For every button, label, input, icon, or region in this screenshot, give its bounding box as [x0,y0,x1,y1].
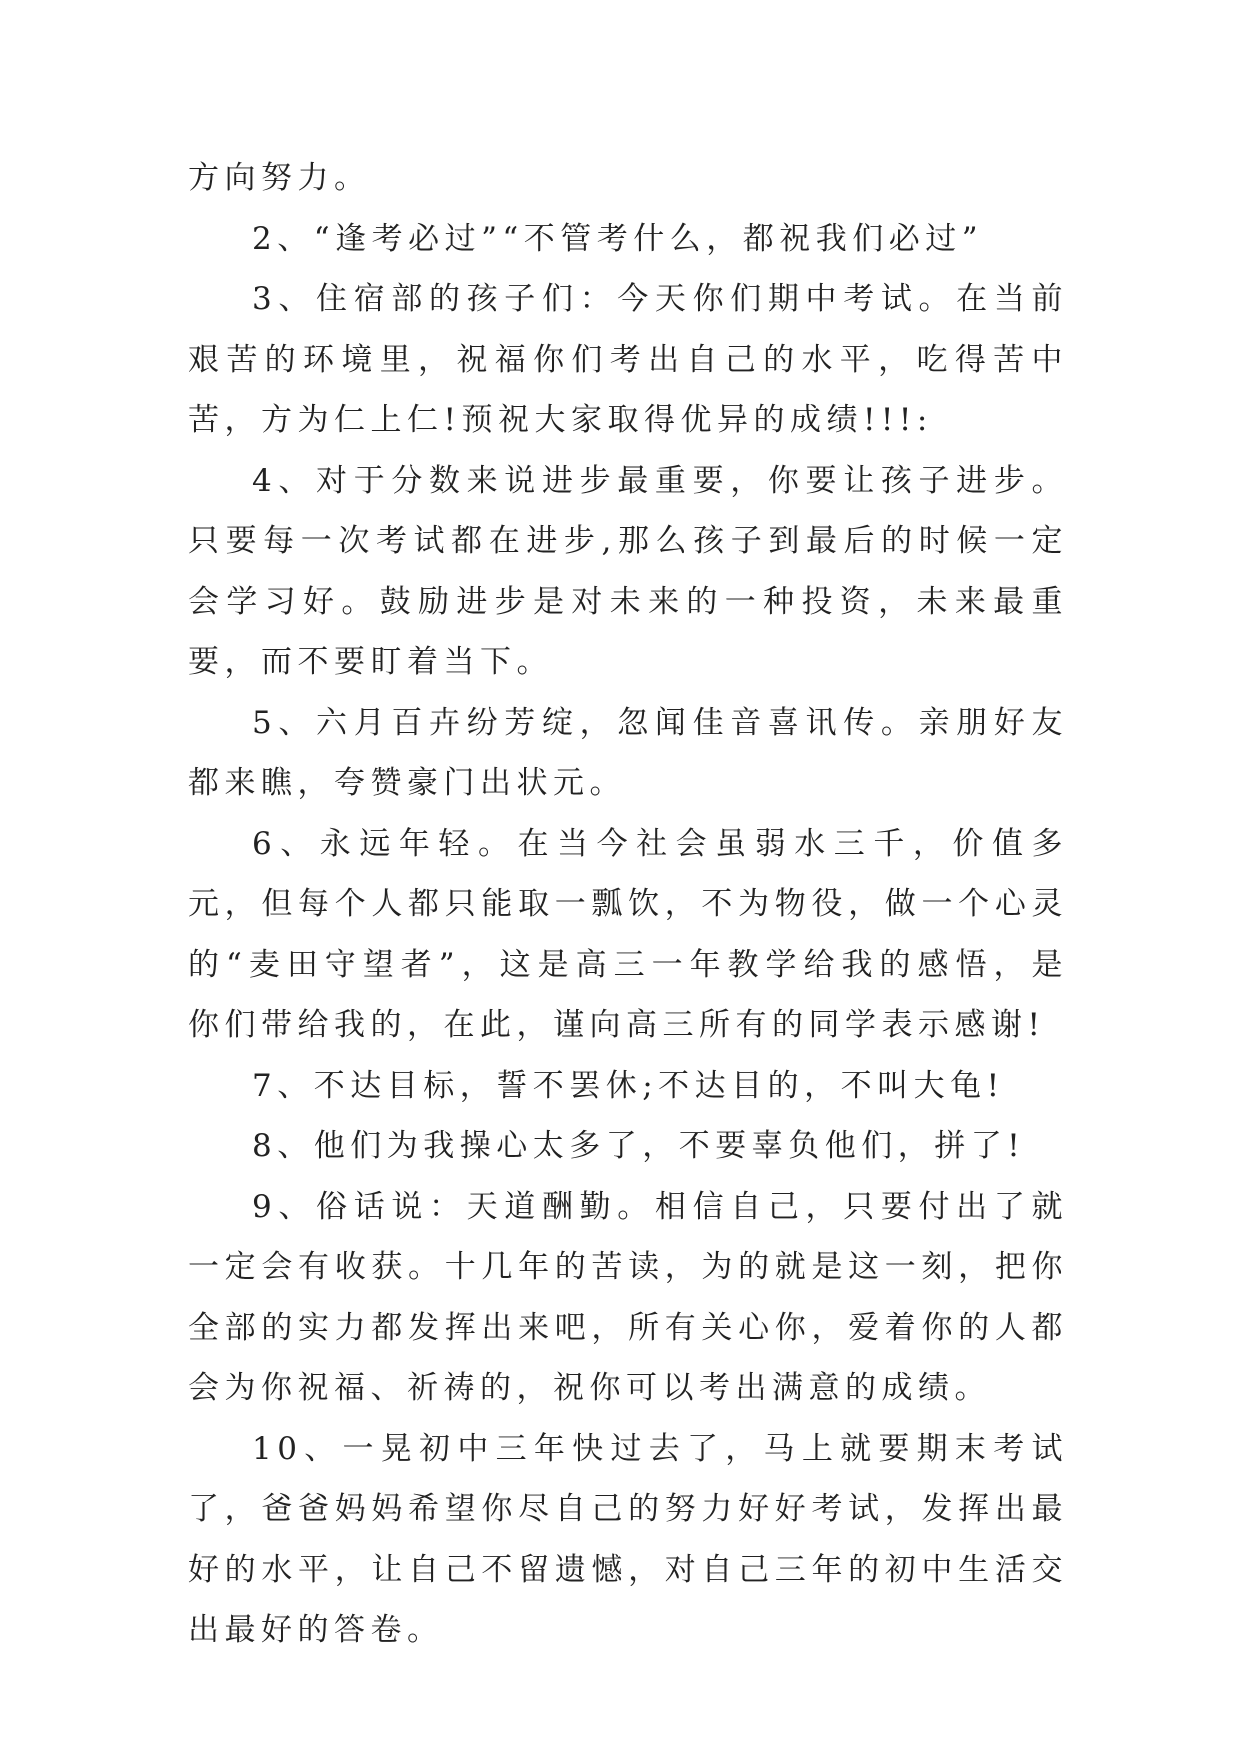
paragraph-item-7: 7、不达目标，誓不罢休;不达目的，不叫大龟! [252,1067,1005,1104]
paragraph-item-3: 3、住宿部的孩子们：今天你们期中考试。在当前艰苦的环境里，祝福你们考出自己的水平，吃得苦中苦，方为仁上仁!预祝大家取得优异的成绩!!!: [188,281,1068,438]
paragraph-item-6: 6、永远年轻。在当今社会虽弱水三千，价值多元，但每个人都只能取一瓢饮，不为物役，做一个心灵的“麦田守望者”，这是高三一年教学给我的感悟，是你们带给我的，在此，谨向高三所有的同学表示感谢! [188,825,1068,1043]
paragraph-item-4: 4、对于分数来说进步最重要，你要让孩子进步。只要每一次考试都在进步,那么孩子到最后的时候一定会学习好。鼓励进步是对未来的一种投资，未来最重要，而不要盯着当下。 [188,462,1068,680]
paragraph-item-9: 9、俗话说：天道酬勤。相信自己，只要付出了就一定会有收获。十几年的苦读，为的就是这一刻，把你全部的实力都发挥出来吧，所有关心你，爱着你的人都会为你祝福、祈祷的，祝你可以考出满意的成绩。 [188,1188,1068,1406]
paragraph-item-10: 10、一晃初中三年快过去了，马上就要期末考试了，爸爸妈妈希望你尽自己的努力好好考试，发挥出最好的水平，让自己不留遗憾，对自己三年的初中生活交出最好的答卷。 [188,1430,1068,1648]
paragraph-item-2: 2、“逢考必过”“不管考什么，都祝我们必过” [252,220,984,257]
paragraph-continuation: 方向努力。 [188,160,371,196]
paragraph-item-8: 8、他们为我操心太多了，不要辜负他们，拼了! [252,1128,1026,1164]
document-body [188,148,1068,1661]
paragraph-item-5: 5、六月百卉纷芳绽，忽闻佳音喜讯传。亲朋好友都来瞧，夸赞豪门出状元。 [188,704,1068,801]
